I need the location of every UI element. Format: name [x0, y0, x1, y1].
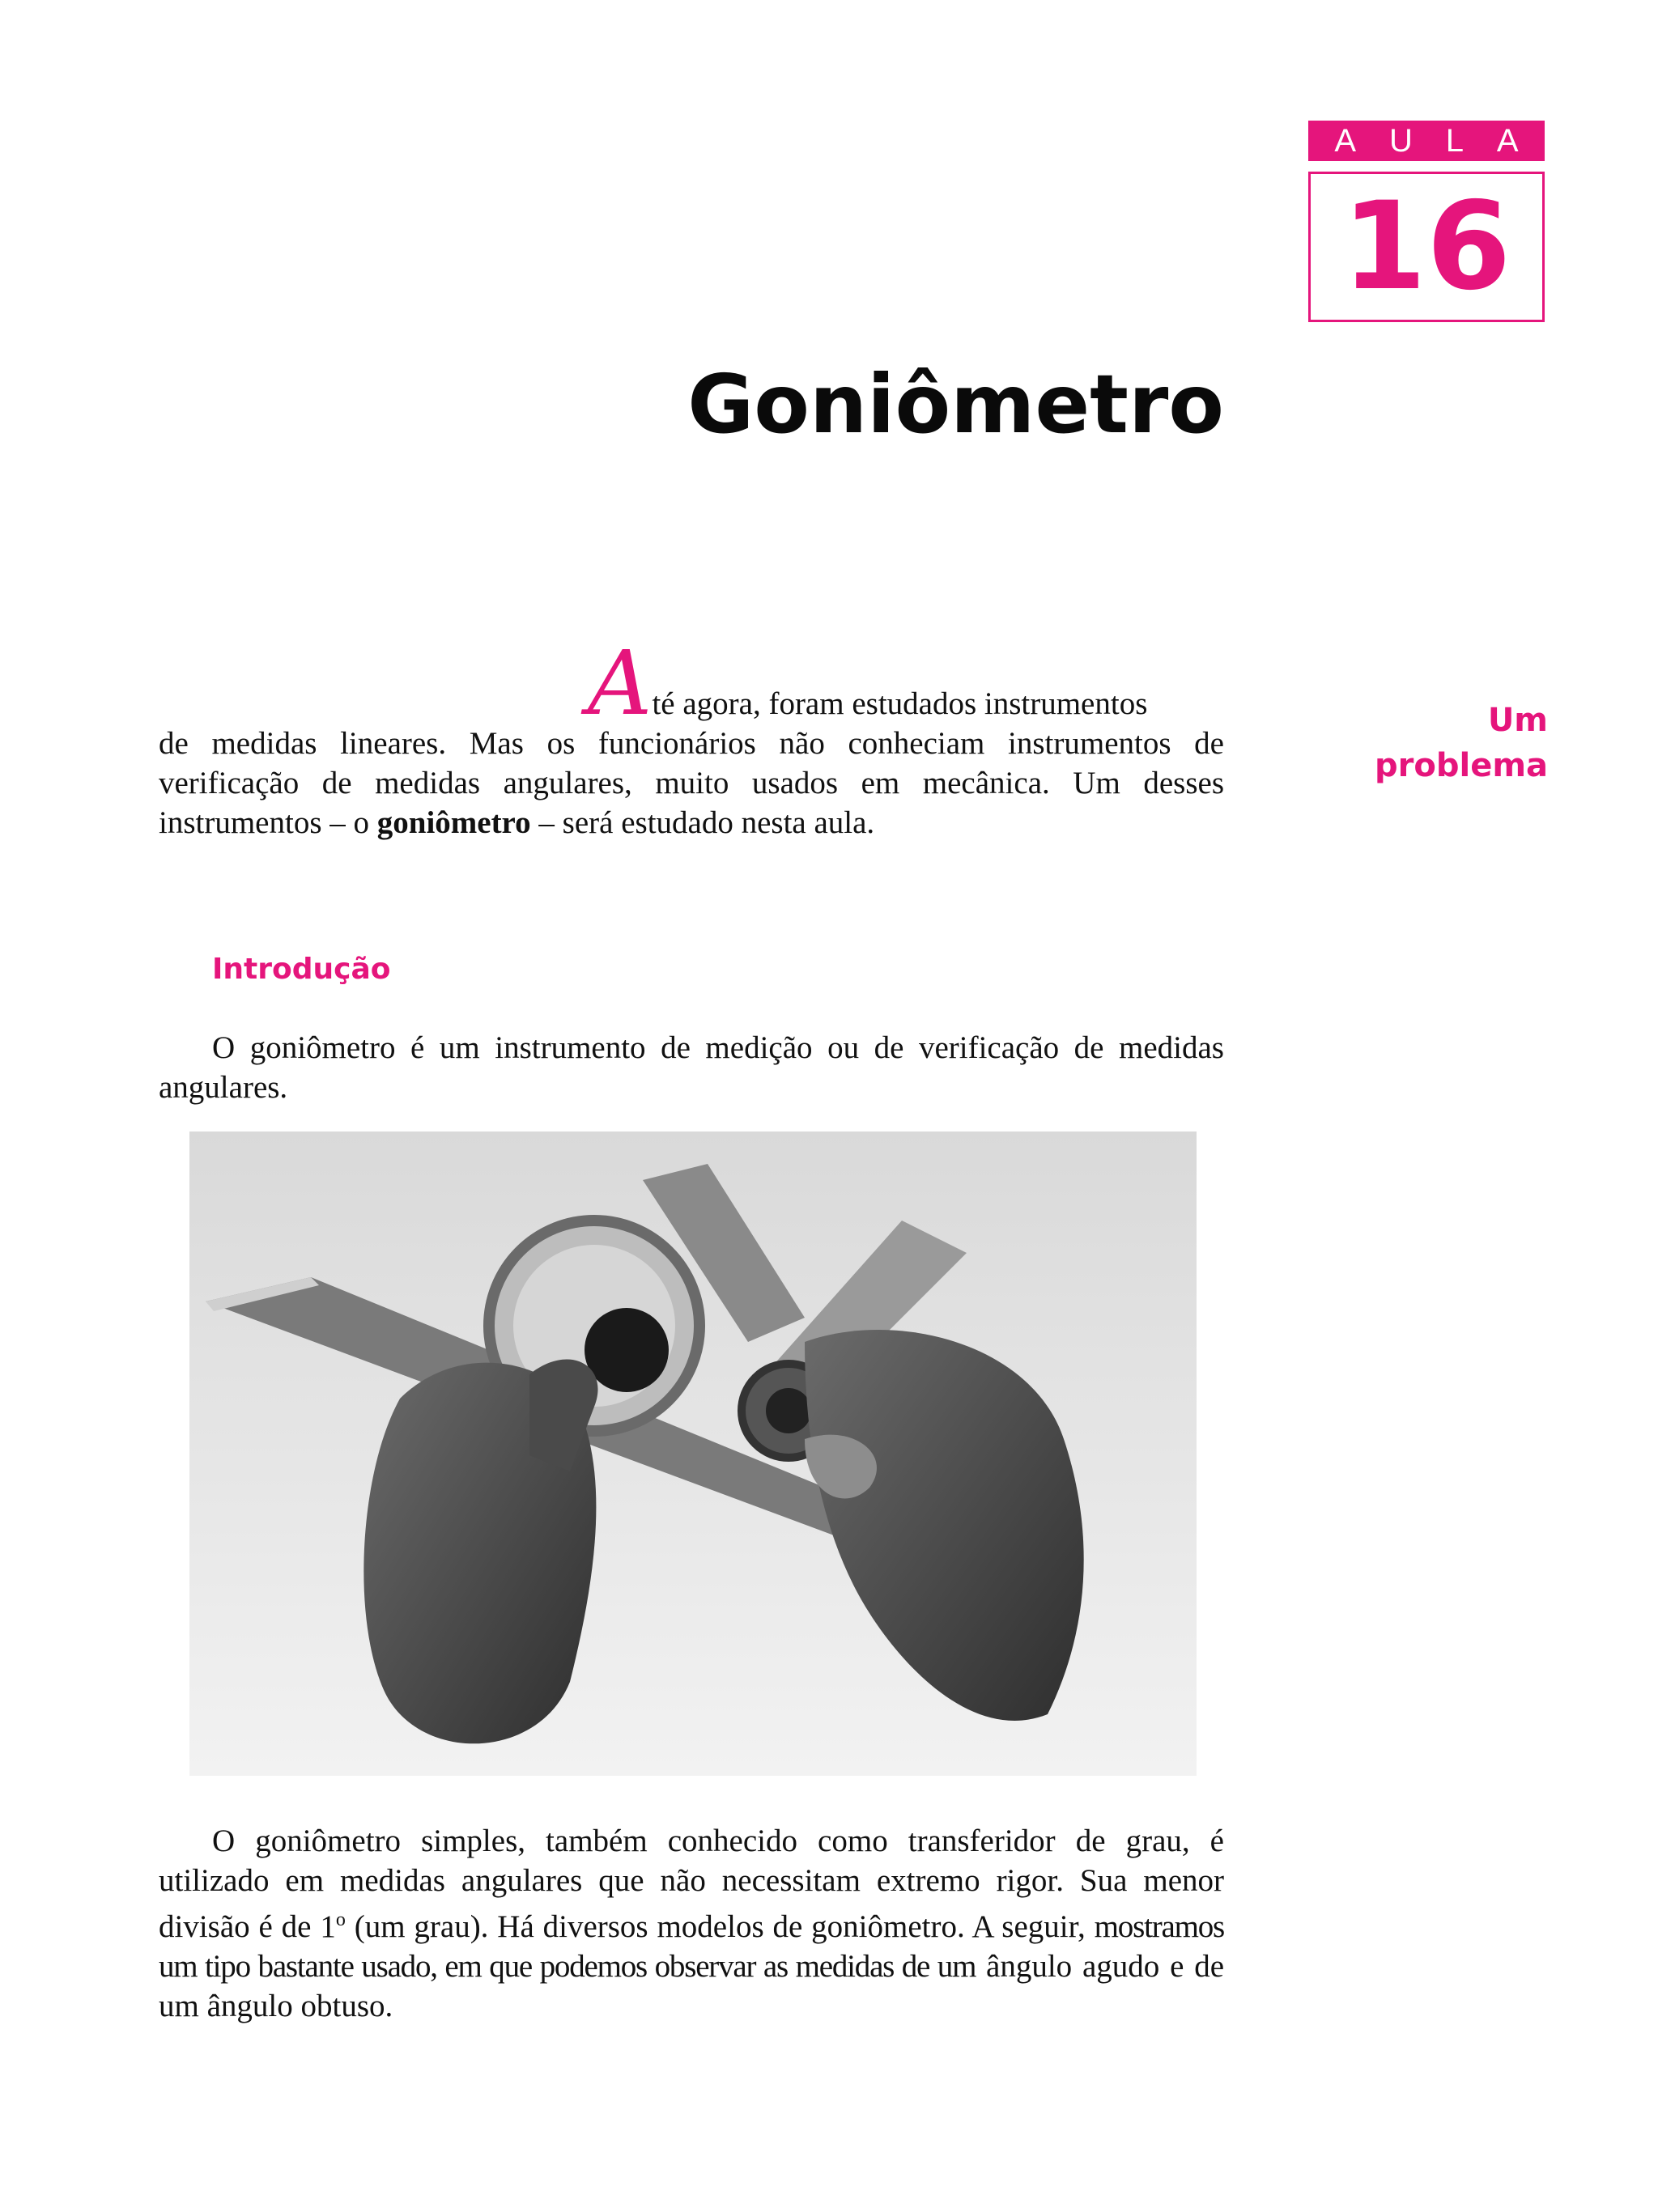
intro-text: de medidas lineares. Mas os funcionários não conheciam instrumentos de verificação de medidas angulares, muito usados em mecânica. Um desses instrumentos – o — [159, 726, 1224, 840]
aula-letter: A — [1496, 123, 1519, 159]
closing-text: O goniômetro simples, também conhecido como transferidor de grau, é utilizado em medidas angulares que não necessitam extremo rigor. Sua menor divisão é de 1 — [159, 1824, 1224, 1944]
aula-letter: A — [1334, 123, 1357, 159]
intro-bold-term: goniômetro — [376, 805, 531, 840]
intro-paragraph — [159, 631, 1224, 843]
drop-cap: A — [588, 631, 653, 735]
side-heading: Um problema — [1375, 702, 1548, 784]
aula-letter: L — [1445, 123, 1464, 159]
closing-text-end: ângulo agudo e de um ângulo obtuso. — [159, 1949, 1225, 2023]
aula-letter: U — [1388, 123, 1413, 159]
page-title: Goniômetro — [687, 357, 1224, 452]
section-heading: Introdução — [212, 953, 391, 986]
closing-text-tight: mostramos um tipo bastante usado, em que podemos observar as medidas de um — [159, 1909, 1225, 1984]
aula-label — [1308, 121, 1545, 161]
closing-paragraph — [159, 1821, 1224, 2026]
degree-superscript: o — [335, 1909, 346, 1930]
lesson-number: 16 — [1308, 172, 1545, 322]
section-paragraph: O goniômetro é um instrumento de medição ou de verificação de medidas angulares. — [159, 1030, 1224, 1105]
goniometer-illustration — [189, 1131, 1197, 1776]
intro-lead-line — [159, 631, 1224, 735]
closing-text-mid: (um grau). Há diversos modelos de goniômetro. A seguir, — [345, 1909, 1095, 1944]
goniometer-photo — [189, 1131, 1197, 1776]
intro-lead-text: té agora, foram estudados instrumentos — [652, 686, 1148, 721]
intro-text-end: – será estudado nesta aula. — [530, 805, 875, 840]
